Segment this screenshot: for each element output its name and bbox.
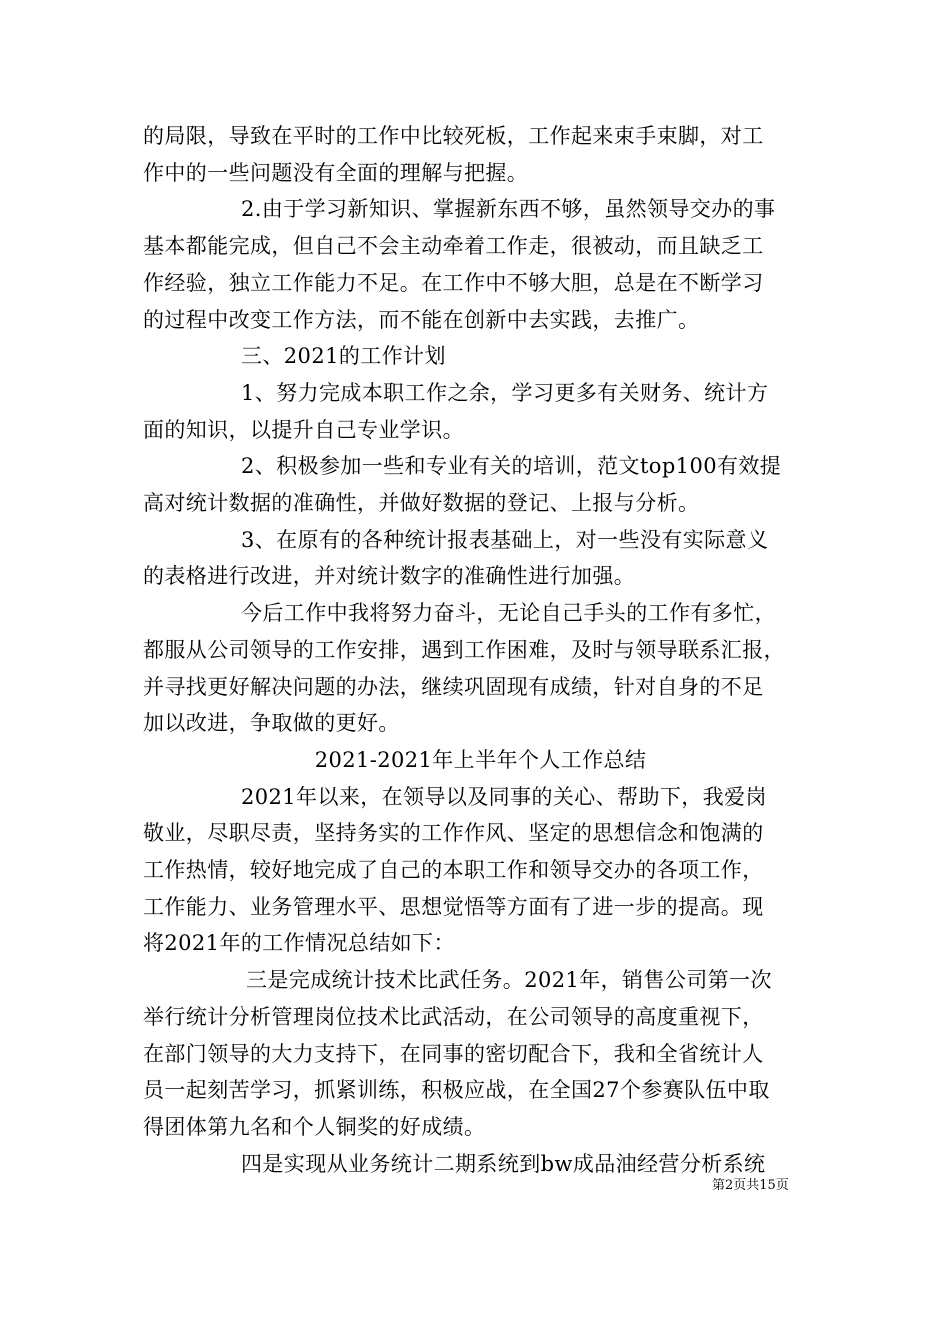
text-line: 作经验，独立工作能力不足。在工作中不够大胆，总是在不断学习: [143, 270, 764, 295]
paragraph-start: 2021年以来，在领导以及同事的关心、帮助下，我爱岗: [241, 784, 767, 809]
document-body: [143, 118, 818, 1182]
text-line: 高对统计数据的准确性，并做好数据的登记、上报与分析。: [143, 491, 700, 516]
text-line: 员一起刻苦学习，抓紧训练，积极应战，在全国27个参赛队伍中取: [143, 1078, 770, 1103]
text-line: 面的知识，以提升自己专业学识。: [143, 417, 464, 442]
text-line: 加以改进，争取做的更好。: [143, 711, 400, 736]
document-heading: 2021-2021年上半年个人工作总结: [314, 747, 647, 772]
section-heading: 三、2021的工作计划: [241, 344, 446, 369]
text-line: 将2021年的工作情况总结如下：: [143, 931, 455, 956]
text-line: 举行统计分析管理岗位技术比武活动，在公司领导的高度重视下，: [143, 1004, 764, 1029]
text-line: 在部门领导的大力支持下，在同事的密切配合下，我和全省统计人: [143, 1041, 764, 1066]
text-line: 得团体第九名和个人铜奖的好成绩。: [143, 1114, 486, 1139]
text-line: 作中的一些问题没有全面的理解与把握。: [143, 160, 529, 185]
text-line: 的过程中改变工作方法，而不能在创新中去实践，去推广。: [143, 307, 700, 332]
page-number-footer: 第2页共15页: [712, 1178, 789, 1193]
text-line: 工作热情，较好地完成了自己的本职工作和领导交办的各项工作，: [143, 858, 764, 883]
paragraph-start: 2、积极参加一些和专业有关的培训，范文top100有效提: [241, 454, 782, 479]
paragraph-start: 今后工作中我将努力奋斗，无论自己手头的工作有多忙，: [241, 601, 776, 626]
text-line: 都服从公司领导的工作安排，遇到工作困难，及时与领导联系汇报，: [143, 637, 785, 662]
paragraph-start: 三是完成统计技术比武任务。2021年，销售公司第一次: [246, 968, 772, 993]
text-line: 基本都能完成，但自己不会主动牵着工作走，很被动，而且缺乏工: [143, 234, 764, 259]
text-line: 的表格进行改进，并对统计数字的准确性进行加强。: [143, 564, 636, 589]
text-line: 的局限，导致在平时的工作中比较死板，工作起来束手束脚，对工: [143, 124, 764, 148]
paragraph-start: 1、努力完成本职工作之余，学习更多有关财务、统计方: [241, 380, 769, 405]
text-line: 敬业，尽职尽责，坚持务实的工作作风、坚定的思想信念和饱满的: [143, 821, 764, 846]
text-line: 并寻找更好解决问题的办法，继续巩固现有成绩，针对自身的不足: [143, 674, 764, 699]
paragraph-start: 四是实现从业务统计二期系统到bw成品油经营分析系统: [241, 1151, 766, 1176]
text-line: 工作能力、业务管理水平、思想觉悟等方面有了进一步的提高。现: [143, 894, 764, 919]
paragraph-start: 2.由于学习新知识、掌握新东西不够，虽然领导交办的事: [241, 197, 776, 222]
paragraph-start: 3、在原有的各种统计报表基础上，对一些没有实际意义: [241, 527, 769, 552]
